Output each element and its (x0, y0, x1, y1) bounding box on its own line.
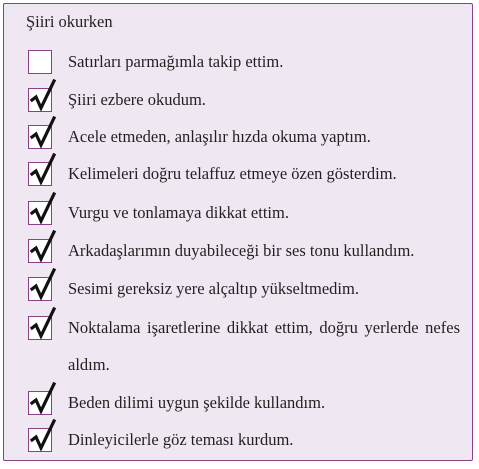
checkmark-icon (31, 269, 57, 303)
checklist-item-label: Vurgu ve tonlamaya dikkat ettim. (68, 203, 289, 222)
checklist-item-label: Şiiri ezbere okudum. (68, 90, 206, 109)
checkmark-icon (31, 308, 57, 342)
checklist-item-label: Noktalama işaretlerine dikkat ettim, doğru yerlerde nefes aldım. (68, 318, 460, 374)
checklist-item-label: Beden dilimi uygun şekilde kullandım. (68, 393, 326, 412)
checkmark-icon (31, 154, 57, 188)
checklist-item-label: Dinleyicilerle göz teması kurdum. (68, 430, 294, 449)
checklist-item-label: Acele etmeden, anlaşılır hızda okuma yaptım. (68, 127, 371, 146)
checklist-heading: Şiiri okurken (26, 12, 113, 31)
checkmark-icon (31, 383, 57, 417)
checkmark-icon (31, 231, 57, 265)
checkmark-icon (31, 80, 57, 114)
checklist-item-label: Arkadaşlarımın duyabileceği bir ses tonu kullandım. (68, 241, 415, 260)
checklist-item-label: Kelimeleri doğru telaffuz etmeye özen gösterdim. (68, 164, 397, 183)
checkmark-icon (31, 117, 57, 151)
self-assessment-panel (3, 3, 473, 461)
checklist-item-label: Sesimi gereksiz yere alçaltıp yükseltmedim. (68, 279, 359, 298)
checklist-item-label: Satırları parmağımla takip ettim. (68, 52, 284, 71)
checkmark-icon (31, 193, 57, 227)
checkmark-icon (31, 420, 57, 454)
checkbox[interactable] (28, 50, 52, 74)
